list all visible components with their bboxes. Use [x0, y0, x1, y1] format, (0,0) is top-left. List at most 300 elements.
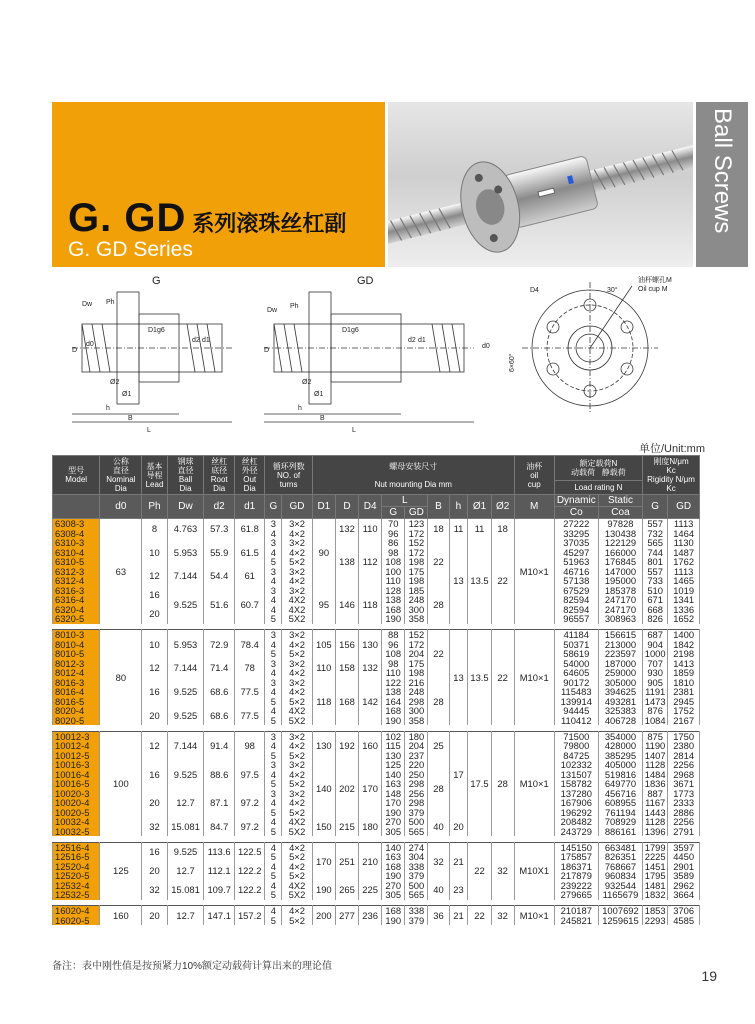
coa-cell: 147000: [598, 567, 642, 577]
coa-cell: 130438: [598, 529, 642, 539]
model-cell: 8016-4: [53, 687, 100, 697]
o2-cell: 32: [491, 842, 514, 900]
model-cell: 8012-3: [53, 659, 100, 669]
co-cell: 27222: [554, 519, 598, 529]
coa-cell: 649770: [598, 779, 642, 789]
label-6x60: 6×60°: [509, 353, 516, 372]
coa-cell: 305000: [598, 678, 642, 688]
root-cell: 51.6: [204, 586, 235, 624]
l-g-cell: 168: [382, 862, 405, 872]
lead-cell: 20: [142, 706, 167, 725]
table-row: [53, 906, 700, 916]
rig-g-cell: 1000: [643, 649, 668, 659]
l-g-cell: 86: [382, 538, 405, 548]
turns-g-cell: 4: [265, 906, 282, 916]
l-g-cell: 138: [382, 687, 405, 697]
turns-gd-cell: 3×2: [282, 586, 313, 596]
model-cell: 10016-3: [53, 760, 100, 770]
d-cell: 251: [335, 842, 358, 881]
l-gd-cell: 180: [405, 731, 428, 741]
turns-g-cell: 3: [265, 789, 282, 799]
l-gd-cell: 237: [405, 751, 428, 761]
turns-g-cell: 4: [265, 668, 282, 678]
l-g-cell: 98: [382, 548, 405, 558]
o2-cell: 22: [491, 630, 514, 726]
model-cell: 8010-3: [53, 630, 100, 640]
col-ball: 钢球 直径 Ball Dia: [167, 456, 204, 495]
turns-g-cell: 4: [265, 640, 282, 650]
unit-label: 单位/Unit:mm: [639, 443, 705, 455]
turns-g-cell: 4: [265, 741, 282, 751]
rig-g-cell: 826: [643, 614, 668, 624]
rig-gd-cell: 1750: [668, 731, 700, 741]
coa-cell: 406728: [598, 716, 642, 726]
l-g-cell: 148: [382, 789, 405, 799]
co-cell: 243729: [554, 827, 598, 837]
turns-gd-cell: 3×2: [282, 567, 313, 577]
svg-text:B: B: [320, 415, 325, 422]
l-g-cell: 122: [382, 678, 405, 688]
d0-cell: 80: [100, 630, 142, 726]
turns-g-cell: 5: [265, 557, 282, 567]
rig-g-cell: 733: [643, 576, 668, 586]
l-g-cell: 305: [382, 827, 405, 837]
out-cell: 97.2: [234, 817, 265, 836]
turns-g-cell: 3: [265, 519, 282, 529]
model-cell: 8016-3: [53, 678, 100, 688]
ball-cell: 5.953: [167, 630, 204, 659]
turns-g-cell: 4: [265, 862, 282, 872]
rig-g-cell: 904: [643, 640, 668, 650]
d1-cell: 105: [312, 630, 335, 659]
coa-cell: 456716: [598, 789, 642, 799]
co-cell: 279665: [554, 890, 598, 900]
turns-g-cell: 3: [265, 760, 282, 770]
l-g-cell: 100: [382, 567, 405, 577]
coa-cell: 1259615: [598, 916, 642, 926]
l-gd-cell: 198: [405, 668, 428, 678]
turns-g-cell: 3: [265, 731, 282, 741]
table-row: [53, 817, 700, 827]
o2-cell: 28: [491, 731, 514, 836]
rig-g-cell: 905: [643, 678, 668, 688]
d1-cell: 140: [312, 760, 335, 817]
col-out: 丝杠 外径 Out Dia: [234, 456, 265, 495]
label-d4: D4: [530, 287, 539, 294]
model-cell: 16020-5: [53, 916, 100, 926]
turns-g-cell: 5: [265, 827, 282, 837]
b-cell: 36: [428, 906, 449, 926]
co-cell: 57138: [554, 576, 598, 586]
model-cell: 8010-5: [53, 649, 100, 659]
turns-gd-cell: 3×2: [282, 630, 313, 640]
lead-cell: 20: [142, 605, 167, 624]
h-cell: 13: [449, 630, 468, 726]
turns-g-cell: 5: [265, 751, 282, 761]
l-g-cell: 190: [382, 871, 405, 881]
turns-g-cell: 3: [265, 630, 282, 640]
rig-g-cell: 1191: [643, 687, 668, 697]
col-load: 额定载荷N 动载荷 静载荷: [554, 456, 642, 481]
co-cell: 71500: [554, 731, 598, 741]
rig-g-cell: 671: [643, 595, 668, 605]
lead-cell: 12: [142, 659, 167, 678]
coa-cell: 122129: [598, 538, 642, 548]
l-gd-cell: 565: [405, 827, 428, 837]
rig-g-cell: 1799: [643, 842, 668, 852]
rig-gd-cell: 2381: [668, 687, 700, 697]
l-gd-cell: 256: [405, 789, 428, 799]
rig-g-cell: 887: [643, 789, 668, 799]
rig-gd-cell: 1113: [668, 519, 700, 529]
l-g-cell: 110: [382, 576, 405, 586]
turns-gd-cell: 4×2: [282, 687, 313, 697]
co-cell: 158782: [554, 779, 598, 789]
model-cell: 10020-5: [53, 808, 100, 818]
l-gd-cell: 565: [405, 890, 428, 900]
rig-gd-cell: 2945: [668, 697, 700, 707]
coa-cell: 493281: [598, 697, 642, 707]
turns-gd-cell: 5×2: [282, 751, 313, 761]
co-cell: 217879: [554, 871, 598, 881]
d4-cell: 210: [359, 842, 382, 881]
l-g-cell: 190: [382, 916, 405, 926]
rig-gd-cell: 2814: [668, 751, 700, 761]
model-cell: 12520-5: [53, 871, 100, 881]
d4-cell: 236: [359, 906, 382, 926]
d1-cell: 90: [312, 519, 335, 586]
svg-text:Dw: Dw: [267, 307, 278, 314]
turns-gd-cell: 5X2: [282, 716, 313, 726]
page-number: 19: [701, 968, 717, 984]
d-cell: 158: [335, 659, 358, 678]
rig-g-cell: 1128: [643, 817, 668, 827]
l-g-cell: 108: [382, 649, 405, 659]
out-cell: 77.5: [234, 678, 265, 707]
out-cell: 78.4: [234, 630, 265, 659]
h-cell: 23: [449, 881, 468, 900]
h-cell: 17: [449, 731, 468, 817]
l-g-cell: 110: [382, 668, 405, 678]
rig-g-cell: 1795: [643, 871, 668, 881]
rig-gd-cell: 2167: [668, 716, 700, 726]
coa-cell: 308963: [598, 614, 642, 624]
rig-g-cell: 1443: [643, 808, 668, 818]
col-model: 型号 Model: [53, 456, 100, 495]
co-cell: 79800: [554, 741, 598, 751]
svg-text:Ph: Ph: [290, 303, 299, 310]
series-title-cn: 系列滚珠丝杠副: [192, 211, 347, 236]
ball-cell: 9.525: [167, 842, 204, 862]
rig-g-cell: 565: [643, 538, 668, 548]
rig-gd-cell: 2380: [668, 741, 700, 751]
turns-g-cell: 5: [265, 808, 282, 818]
col-oil: 油杯 oil cup: [514, 456, 554, 495]
turns-g-cell: 3: [265, 659, 282, 669]
rig-g-cell: 2293: [643, 916, 668, 926]
col-lead: 基本 导程 Lead: [142, 456, 167, 495]
turns-gd-cell: 4×2: [282, 862, 313, 872]
l-g-cell: 270: [382, 881, 405, 891]
rig-gd-cell: 1336: [668, 605, 700, 615]
rig-g-cell: 1836: [643, 779, 668, 789]
oil-cell: M10×1: [514, 519, 554, 624]
l-gd-cell: 304: [405, 852, 428, 862]
svg-text:D: D: [264, 347, 270, 354]
l-g-cell: 168: [382, 605, 405, 615]
d4-cell: 170: [359, 760, 382, 817]
model-cell: 12520-4: [53, 862, 100, 872]
coa-cell: 886161: [598, 827, 642, 837]
co-cell: 139914: [554, 697, 598, 707]
model-cell: 8016-5: [53, 697, 100, 707]
co-cell: 186371: [554, 862, 598, 872]
lead-cell: 16: [142, 586, 167, 605]
turns-g-cell: 4: [265, 881, 282, 891]
o2-cell: 32: [491, 906, 514, 926]
coa-cell: 247170: [598, 595, 642, 605]
l-g-cell: 88: [382, 630, 405, 640]
d4-cell: 180: [359, 817, 382, 836]
co-cell: 84725: [554, 751, 598, 761]
label-30deg: 30°: [607, 287, 618, 294]
d0-cell: 100: [100, 731, 142, 836]
out-cell: 61.8: [234, 519, 265, 539]
turns-gd-cell: 4×2: [282, 529, 313, 539]
svg-text:L: L: [352, 427, 356, 434]
d1-cell: 170: [312, 842, 335, 881]
col-rig: 刚度N/μm Kc Rigidity N/μm Kc: [643, 456, 700, 495]
turns-gd-cell: 5×2: [282, 557, 313, 567]
b-cell: 25: [428, 731, 449, 760]
oilcup-cn: 油杯螺孔M: [638, 277, 672, 284]
co-cell: 102332: [554, 760, 598, 770]
o1-cell: 11: [468, 519, 491, 539]
ball-cell: 9.525: [167, 706, 204, 725]
coa-cell: 223597: [598, 649, 642, 659]
model-cell: 12532-5: [53, 890, 100, 900]
lead-cell: 20: [142, 789, 167, 818]
b-cell: 40: [428, 881, 449, 900]
l-g-cell: 70: [382, 519, 405, 529]
label-gd: GD: [357, 275, 374, 287]
rig-g-cell: 1484: [643, 770, 668, 780]
l-gd-cell: 198: [405, 557, 428, 567]
rig-g-cell: 876: [643, 706, 668, 716]
co-cell: 58619: [554, 649, 598, 659]
l-gd-cell: 298: [405, 697, 428, 707]
l-gd-cell: 204: [405, 649, 428, 659]
turns-g-cell: 5: [265, 779, 282, 789]
ball-cell: 7.144: [167, 731, 204, 760]
ball-cell: 15.081: [167, 817, 204, 836]
model-cell: 8020-4: [53, 706, 100, 716]
svg-text:d1: d1: [418, 337, 426, 344]
b-cell: 28: [428, 760, 449, 817]
l-g-cell: 115: [382, 741, 405, 751]
rig-gd-cell: 1487: [668, 548, 700, 558]
d-cell: 138: [335, 538, 358, 586]
ball-cell: 9.525: [167, 678, 204, 707]
rig-gd-cell: 1113: [668, 567, 700, 577]
rig-gd-cell: 2886: [668, 808, 700, 818]
root-cell: 55.9: [204, 538, 235, 567]
d4-cell: 110: [359, 519, 382, 539]
co-cell: 239222: [554, 881, 598, 891]
oil-cell: M10×1: [514, 731, 554, 836]
lead-cell: 8: [142, 519, 167, 539]
l-g-cell: 163: [382, 852, 405, 862]
co-cell: 37035: [554, 538, 598, 548]
rig-gd-cell: 2198: [668, 649, 700, 659]
svg-text:h: h: [106, 405, 110, 412]
lead-cell: 32: [142, 817, 167, 836]
co-cell: 50371: [554, 640, 598, 650]
d-cell: 132: [335, 519, 358, 539]
rig-gd-cell: 3664: [668, 890, 700, 900]
col-dia: 公称 直径 Nominal Dia: [100, 456, 142, 495]
turns-gd-cell: 4X2: [282, 706, 313, 716]
turns-gd-cell: 4×2: [282, 668, 313, 678]
o2-cell: 22: [491, 538, 514, 624]
turns-g-cell: 5: [265, 852, 282, 862]
spec-table: [52, 455, 700, 931]
d-cell: 156: [335, 630, 358, 659]
turns-g-cell: 4: [265, 798, 282, 808]
rig-g-cell: 1451: [643, 862, 668, 872]
co-cell: 115483: [554, 687, 598, 697]
group-spacer: [53, 925, 700, 931]
d0-cell: 160: [100, 906, 142, 926]
rig-g-cell: 732: [643, 529, 668, 539]
rig-g-cell: 1084: [643, 716, 668, 726]
out-cell: 122.2: [234, 862, 265, 881]
rig-g-cell: 1473: [643, 697, 668, 707]
l-gd-cell: 300: [405, 605, 428, 615]
co-cell: 51963: [554, 557, 598, 567]
coa-cell: 405000: [598, 760, 642, 770]
root-cell: 57.3: [204, 519, 235, 539]
coa-cell: 960834: [598, 871, 642, 881]
o1-cell: 22: [468, 842, 491, 900]
l-g-cell: 190: [382, 808, 405, 818]
d1-cell: 95: [312, 586, 335, 624]
coa-cell: 932544: [598, 881, 642, 891]
rig-g-cell: 1407: [643, 751, 668, 761]
oil-cell: M10X1: [514, 842, 554, 900]
rig-g-cell: 875: [643, 731, 668, 741]
h-cell: 11: [449, 519, 468, 539]
l-gd-cell: 248: [405, 595, 428, 605]
co-cell: 167906: [554, 798, 598, 808]
rig-g-cell: 930: [643, 668, 668, 678]
coa-cell: 1165679: [598, 890, 642, 900]
l-gd-cell: 172: [405, 640, 428, 650]
d4-cell: 132: [359, 659, 382, 678]
coa-cell: 247170: [598, 605, 642, 615]
svg-text:D1g6: D1g6: [148, 327, 165, 334]
coa-cell: 185378: [598, 586, 642, 596]
lead-cell: 16: [142, 842, 167, 862]
rig-g-cell: 707: [643, 659, 668, 669]
rig-g-cell: 557: [643, 519, 668, 529]
svg-text:h: h: [298, 405, 302, 412]
rig-gd-cell: 2256: [668, 817, 700, 827]
l-gd-cell: 185: [405, 586, 428, 596]
coa-cell: 761194: [598, 808, 642, 818]
model-cell: 6320-4: [53, 605, 100, 615]
rig-g-cell: 1167: [643, 798, 668, 808]
h-cell: 13: [449, 538, 468, 624]
co-cell: 45297: [554, 548, 598, 558]
h-cell: 21: [449, 842, 468, 881]
ball-screw-image: [388, 102, 693, 267]
col-nut: 螺母安装尺寸 Nut mounting Dia mm: [312, 456, 514, 495]
rig-g-cell: 1128: [643, 760, 668, 770]
b-cell: 22: [428, 538, 449, 586]
svg-text:L: L: [147, 427, 151, 434]
model-cell: 16020-4: [53, 906, 100, 916]
d4-cell: 112: [359, 538, 382, 586]
d-cell: 215: [335, 817, 358, 836]
d1-cell: 200: [312, 906, 335, 926]
coa-cell: 176845: [598, 557, 642, 567]
turns-gd-cell: 5×2: [282, 852, 313, 862]
rig-gd-cell: 1810: [668, 678, 700, 688]
l-gd-cell: 274: [405, 842, 428, 852]
lead-cell: 10: [142, 538, 167, 567]
lead-cell: 20: [142, 906, 167, 926]
root-cell: 113.6: [204, 842, 235, 862]
turns-gd-cell: 4×2: [282, 741, 313, 751]
d4-cell: 118: [359, 586, 382, 624]
header-row-3: d0 Ph Dw d2 d1 G GD D1 D D4 L B h Ø1 Ø2 M Dynamic Static G GD: [53, 495, 700, 507]
rig-gd-cell: 1464: [668, 529, 700, 539]
turns-gd-cell: 5X2: [282, 614, 313, 624]
rig-gd-cell: 1019: [668, 586, 700, 596]
l-g-cell: 168: [382, 706, 405, 716]
ball-cell: 12.7: [167, 906, 204, 926]
root-cell: 68.6: [204, 678, 235, 707]
turns-g-cell: 4: [265, 548, 282, 558]
b-cell: 22: [428, 630, 449, 678]
ball-cell: 5.953: [167, 538, 204, 567]
model-cell: 10032-4: [53, 817, 100, 827]
out-cell: 61: [234, 567, 265, 586]
turns-gd-cell: 4×2: [282, 906, 313, 916]
out-cell: 98: [234, 731, 265, 760]
rig-gd-cell: 3589: [668, 871, 700, 881]
svg-text:Ø2: Ø2: [302, 379, 312, 386]
table-row: [53, 842, 700, 852]
co-cell: 54000: [554, 659, 598, 669]
l-g-cell: 130: [382, 751, 405, 761]
rig-gd-cell: 2962: [668, 881, 700, 891]
rig-g-cell: 1832: [643, 890, 668, 900]
l-g-cell: 164: [382, 697, 405, 707]
turns-g-cell: 5: [265, 871, 282, 881]
model-cell: 6316-3: [53, 586, 100, 596]
technical-drawing: [52, 272, 692, 447]
out-cell: 97.5: [234, 760, 265, 789]
d4-cell: 225: [359, 881, 382, 900]
root-cell: 84.7: [204, 817, 235, 836]
co-cell: 94445: [554, 706, 598, 716]
ball-cell: 7.144: [167, 567, 204, 586]
l-gd-cell: 216: [405, 678, 428, 688]
header-row-4: G GD Co Coa: [53, 507, 700, 519]
turns-gd-cell: 4×2: [282, 576, 313, 586]
